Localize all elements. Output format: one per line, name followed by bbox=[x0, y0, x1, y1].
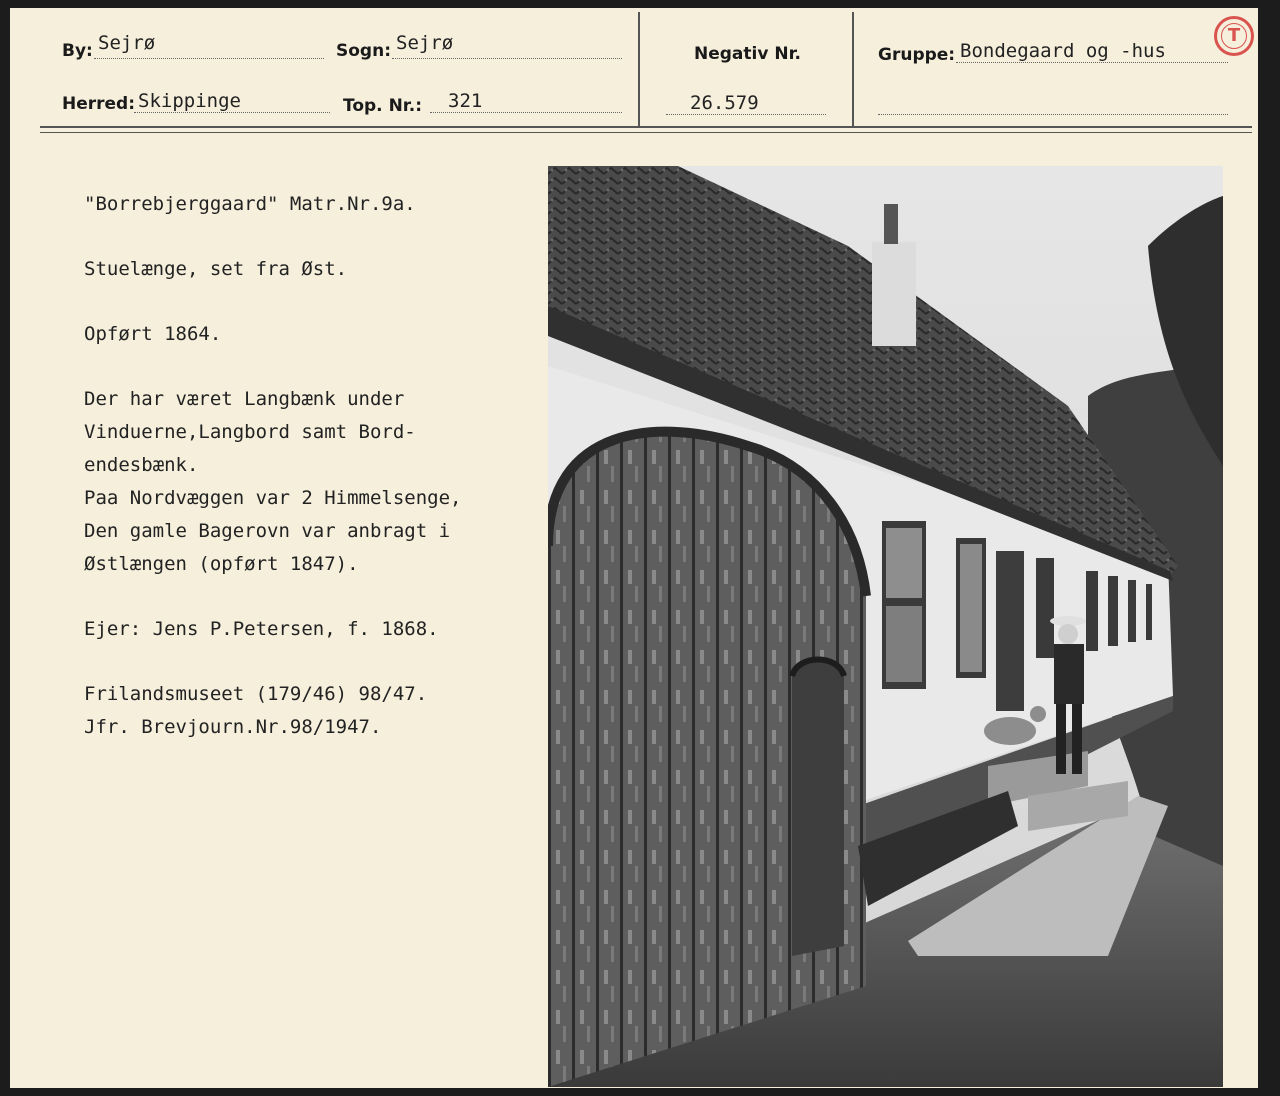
note-line: Stuelænge, set fra Øst. bbox=[84, 258, 348, 280]
by-value: Sejrø bbox=[98, 32, 156, 54]
note-line: endesbænk. bbox=[84, 454, 199, 476]
topnr-value: 321 bbox=[448, 90, 483, 112]
sogn-value: Sejrø bbox=[396, 32, 454, 54]
header-rule-bottom bbox=[40, 132, 1252, 133]
note-line: Østlængen (opført 1847). bbox=[84, 553, 359, 575]
header-rule-top bbox=[40, 126, 1252, 128]
note-line: Jfr. Brevjourn.Nr.98/1947. bbox=[84, 716, 382, 738]
stamp-letter: T bbox=[1221, 23, 1247, 49]
gruppe-label: Gruppe: bbox=[878, 45, 956, 65]
by-label: By: bbox=[62, 41, 93, 61]
negativ-label: Negativ Nr. bbox=[694, 44, 801, 64]
herred-underline bbox=[134, 112, 330, 113]
note-line: Frilandsmuseet (179/46) 98/47. bbox=[84, 683, 428, 705]
note-line: "Borrebjerggaard" Matr.Nr.9a. bbox=[84, 193, 416, 215]
sogn-label: Sogn: bbox=[336, 41, 391, 61]
archive-card bbox=[10, 8, 1258, 1088]
topnr-label: Top. Nr.: bbox=[343, 96, 423, 116]
negativ-value: 26.579 bbox=[690, 92, 759, 114]
note-line: Vinduerne,Langbord samt Bord- bbox=[84, 421, 416, 443]
gruppe-value: Bondegaard og -hus bbox=[960, 40, 1166, 62]
gruppe-underline bbox=[956, 62, 1228, 63]
farmhouse-photo bbox=[548, 166, 1223, 1087]
description-notes bbox=[84, 188, 554, 744]
note-line: Der har været Langbænk under bbox=[84, 388, 405, 410]
header-divider-2 bbox=[852, 12, 854, 128]
header-divider-1 bbox=[638, 12, 640, 128]
note-line: Ejer: Jens P.Petersen, f. 1868. bbox=[84, 618, 439, 640]
negativ-underline bbox=[666, 114, 826, 115]
note-line: Paa Nordvæggen var 2 Himmelsenge, bbox=[84, 487, 462, 509]
herred-label: Herred: bbox=[62, 94, 136, 114]
herred-value: Skippinge bbox=[138, 90, 241, 112]
photo-illustration bbox=[548, 166, 1223, 1087]
topnr-underline bbox=[430, 112, 622, 113]
red-stamp bbox=[1214, 16, 1254, 56]
by-underline bbox=[94, 58, 324, 59]
note-line: Opført 1864. bbox=[84, 323, 222, 345]
sogn-underline bbox=[392, 58, 622, 59]
note-line: Den gamle Bagerovn var anbragt i bbox=[84, 520, 451, 542]
gruppe-underline-2 bbox=[878, 114, 1228, 115]
